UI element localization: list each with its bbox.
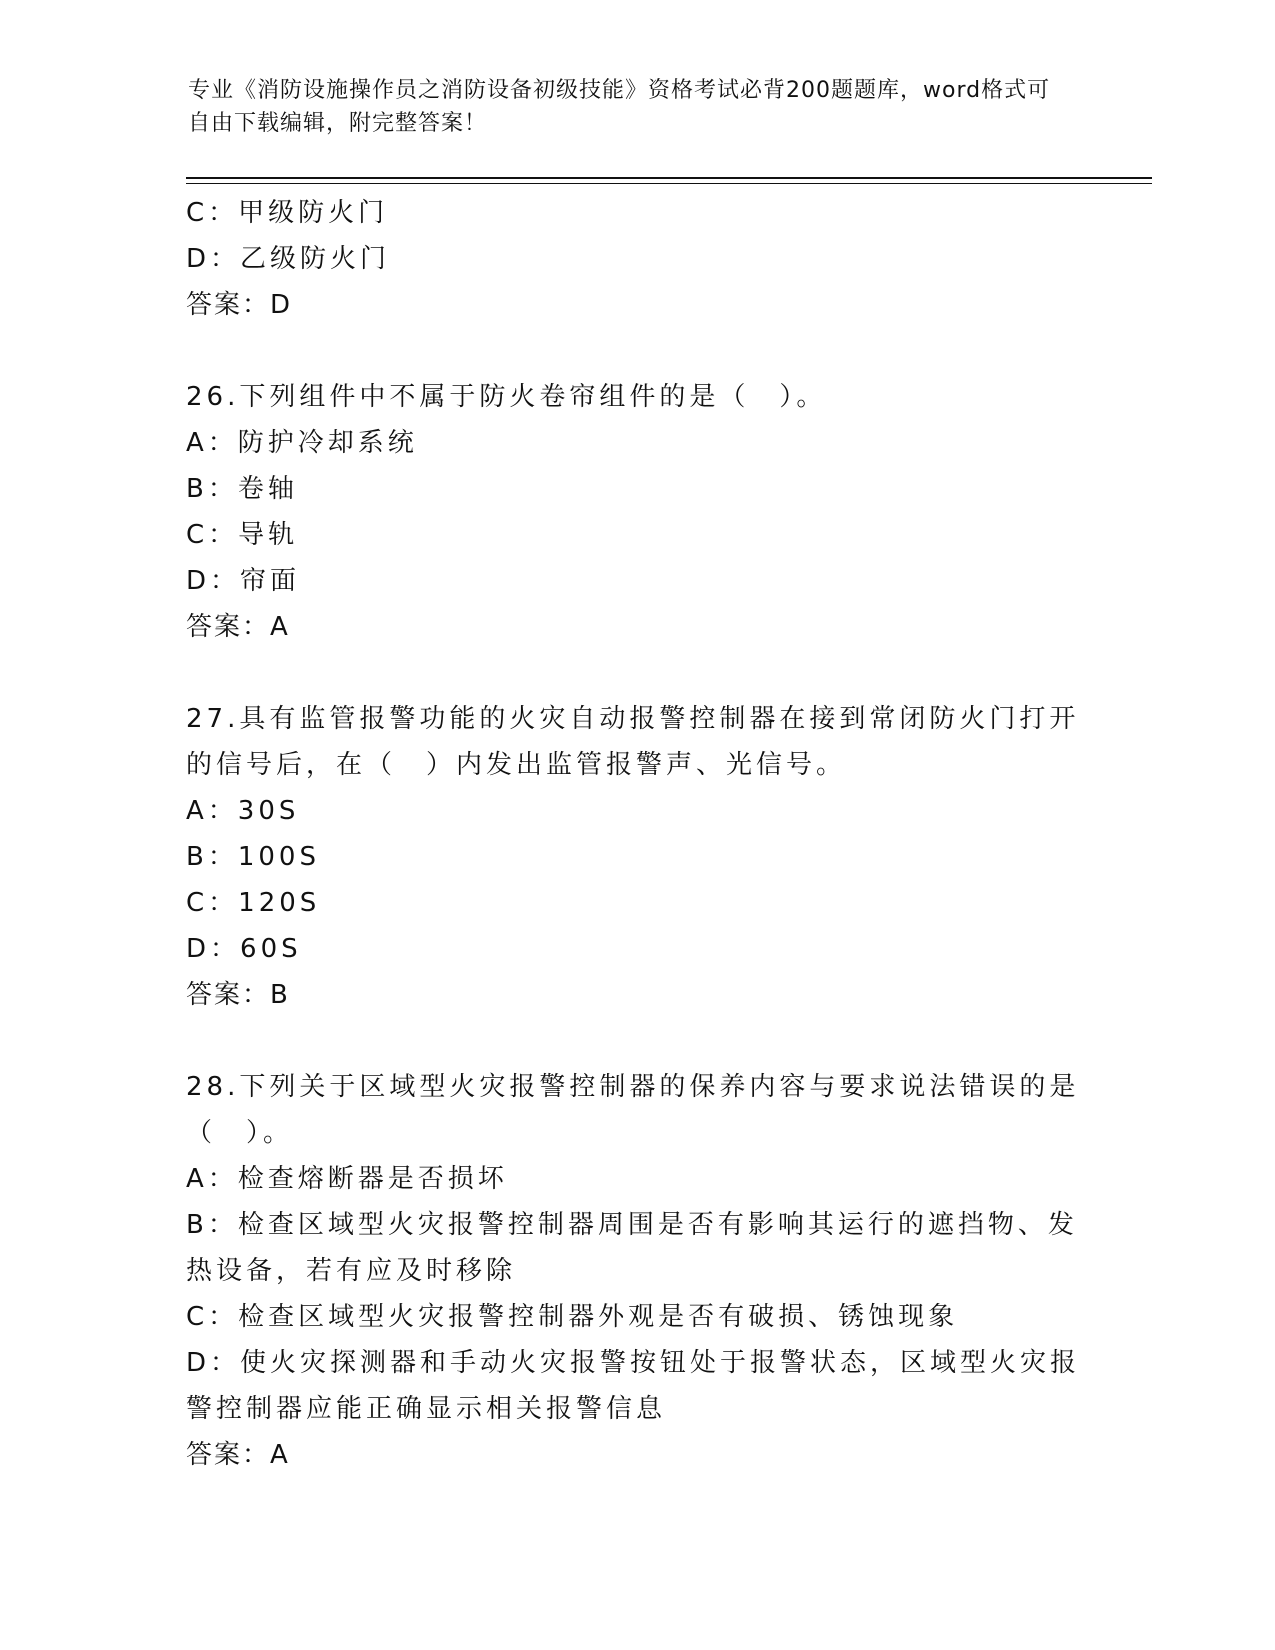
option-a: A：30S [186, 796, 300, 826]
answer-line: 答案：B [186, 980, 290, 1010]
option-d: D：60S [186, 934, 302, 964]
question-stem: 28.下列关于区域型火灾报警控制器的保养内容与要求说法错误的是（ ）。 [186, 1072, 1080, 1148]
question-25-remainder [186, 190, 1086, 328]
option-c: C：120S [186, 888, 321, 918]
option-c: C：甲级防火门 [186, 198, 389, 228]
option-d: D：乙级防火门 [186, 244, 391, 274]
option-c: C：导轨 [186, 520, 299, 550]
option-b: B：卷轴 [186, 474, 298, 504]
answer-line: 答案：D [186, 290, 293, 320]
header-divider-thick [186, 177, 1152, 179]
question-stem: 27.具有监管报警功能的火灾自动报警控制器在接到常闭防火门打开的信号后，在（ ）内发出监管报警声、光信号。 [186, 704, 1080, 780]
option-b: B：100S [186, 842, 320, 872]
answer-line: 答案：A [186, 1440, 290, 1470]
option-d: D：帘面 [186, 566, 301, 596]
answer-line: 答案：A [186, 612, 290, 642]
question-26 [186, 374, 1086, 650]
document-header: 专业《消防设施操作员之消防设备初级技能》资格考试必背200题题库，word格式可自由下载编辑，附完整答案！ [188, 78, 1051, 136]
option-d: D：使火灾探测器和手动火灾报警按钮处于报警状态，区域型火灾报警控制器应能正确显示相关报警信息 [186, 1348, 1081, 1424]
spacer [186, 1018, 1086, 1064]
question-content [186, 190, 1086, 1478]
option-a: A：防护冷却系统 [186, 428, 418, 458]
spacer [186, 328, 1086, 374]
option-c: C：检查区域型火灾报警控制器外观是否有破损、锈蚀现象 [186, 1302, 959, 1332]
option-a: A：检查熔断器是否损坏 [186, 1164, 508, 1194]
spacer [186, 650, 1086, 696]
question-28 [186, 1064, 1086, 1478]
option-b: B：检查区域型火灾报警控制器周围是否有影响其运行的遮挡物、发热设备，若有应及时移除 [186, 1210, 1078, 1286]
question-27 [186, 696, 1086, 1018]
question-stem: 26.下列组件中不属于防火卷帘组件的是（ ）。 [186, 382, 827, 412]
header-divider-thin [186, 183, 1152, 184]
